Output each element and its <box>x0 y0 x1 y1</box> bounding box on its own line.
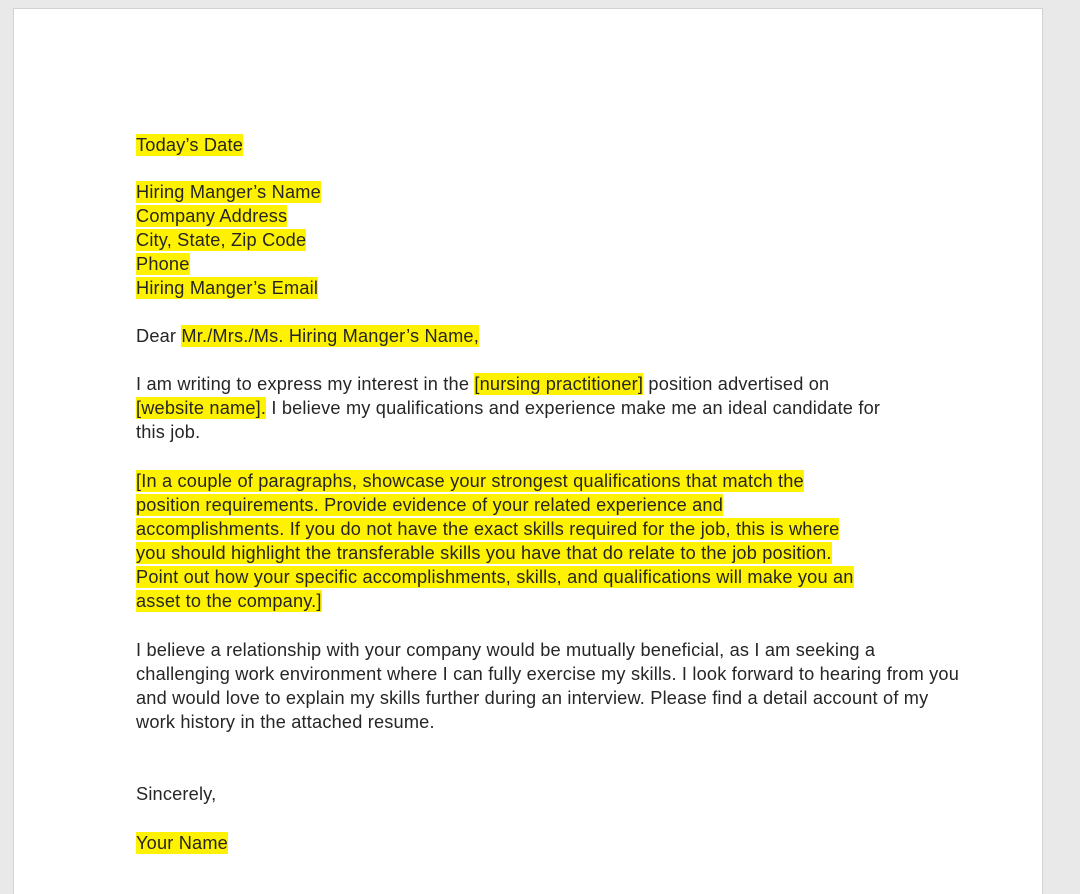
instructions-line <box>136 469 936 493</box>
salutation-prefix: Dear <box>136 326 182 346</box>
instructions-highlight-5: Point out how your specific accomplishments, skills, and qualifications will make you an <box>136 567 854 587</box>
instructions-highlight-2: position requirements. Provide evidence of your related experience and <box>136 495 723 515</box>
signature-highlight: Your Name <box>136 833 228 853</box>
instructions-line <box>136 541 936 565</box>
paragraph-closing-statement: I believe a relationship with your company would be mutually beneficial, as I am seeking a challenging work environment where I can fully exercise my skills. I look forward to hearing from you and would love to explain my skills further during an interview. Please find a detail account of my work history in the attached resume. <box>136 640 960 732</box>
date-block <box>136 133 976 157</box>
instructions-highlight-4: you should highlight the transferable skills you have that do relate to the job position. <box>136 543 832 563</box>
recipient-line-email <box>136 276 976 300</box>
recipient-block <box>136 180 976 300</box>
signature-line <box>136 831 976 855</box>
closing-line: Sincerely, <box>136 784 217 804</box>
intro-segment-3: I believe my qualifications and experience make me an ideal candidate for this job. <box>136 398 881 442</box>
intro-website-highlight: [website name]. <box>136 398 267 418</box>
instructions-highlight-6: asset to the company.] <box>136 591 322 611</box>
instructions-highlight-3: accomplishments. If you do not have the exact skills required for the job, this is where <box>136 519 840 539</box>
recipient-line-name <box>136 180 976 204</box>
date-highlight: Today’s Date <box>136 135 243 155</box>
instructions-line <box>136 517 936 541</box>
recipient-line-city <box>136 228 976 252</box>
intro-segment-1: I am writing to express my interest in the <box>136 374 475 394</box>
instructions-line <box>136 493 936 517</box>
instructions-highlight-1: [In a couple of paragraphs, showcase your strongest qualifications that match the <box>136 471 804 491</box>
salutation-line <box>136 324 976 348</box>
intro-position-highlight: [nursing practitioner] <box>474 374 644 394</box>
document-page <box>13 8 1043 894</box>
recipient-line-company <box>136 204 976 228</box>
intro-segment-2: position advertised on <box>643 374 830 394</box>
letter-body <box>136 133 976 855</box>
instructions-line <box>136 565 936 589</box>
recipient-company-highlight: Company Address <box>136 206 288 226</box>
recipient-email-highlight: Hiring Manger’s Email <box>136 278 319 298</box>
salutation-highlight: Mr./Mrs./Ms. Hiring Manger’s Name, <box>181 326 479 346</box>
recipient-city-highlight: City, State, Zip Code <box>136 230 307 250</box>
recipient-name-highlight: Hiring Manger’s Name <box>136 182 321 202</box>
recipient-line-phone <box>136 252 976 276</box>
recipient-phone-highlight: Phone <box>136 254 190 274</box>
paragraph-intro <box>136 372 901 444</box>
paragraph-instructions <box>136 469 936 613</box>
instructions-line <box>136 589 936 613</box>
